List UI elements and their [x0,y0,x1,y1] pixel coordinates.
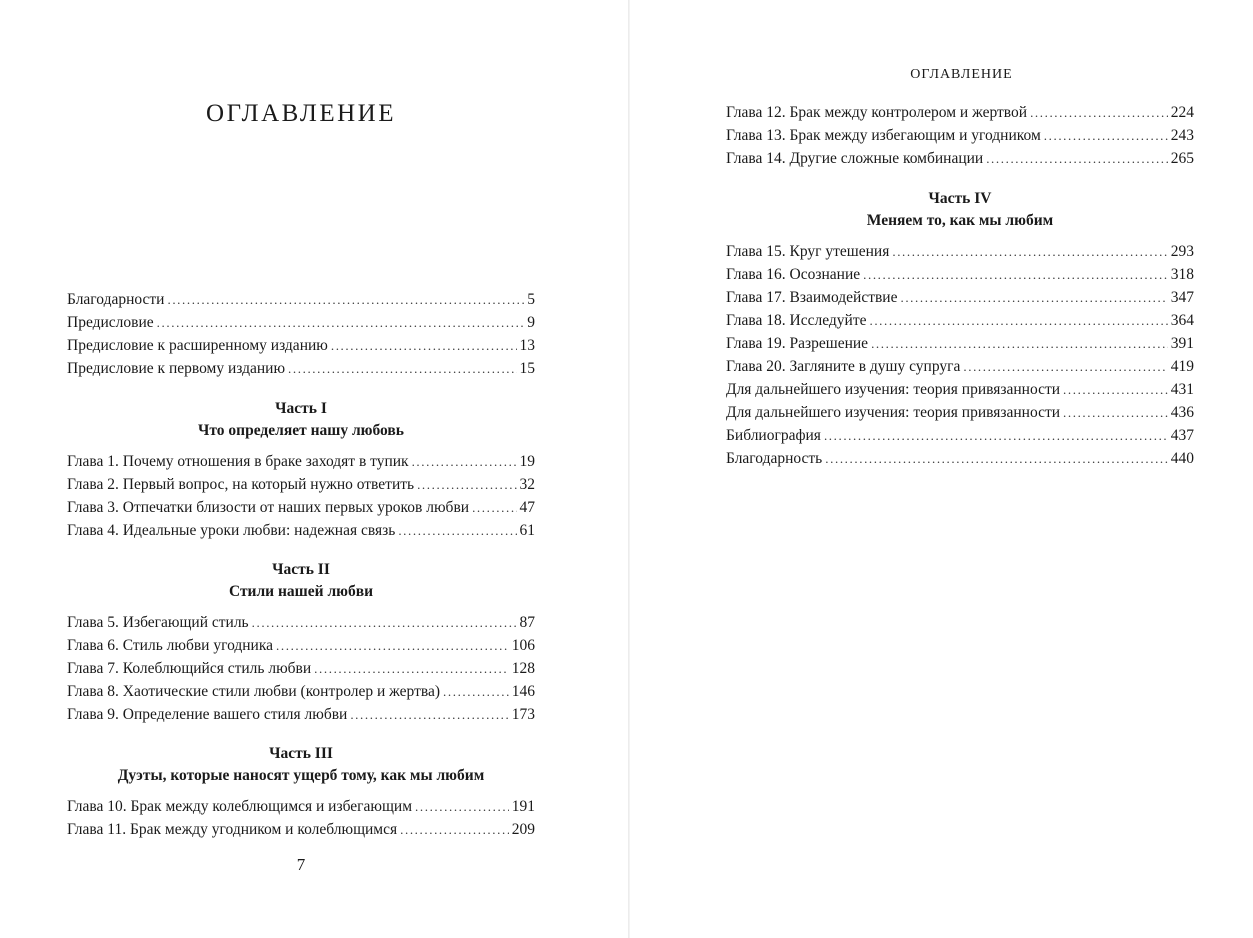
toc-part-2 [67,559,535,726]
toc-entry [67,795,535,818]
dot-leader [986,147,1168,170]
dot-leader [1063,378,1168,401]
toc-entry-page: 243 [1170,127,1194,144]
part-name: Дуэты, которые наносят ущерб тому, как мы любим [117,767,485,784]
toc-entry-title: Глава 5. Избегающий стиль [67,614,249,631]
toc-entry-title: Глава 6. Стиль любви угодника [67,637,274,654]
toc-entry-title: Глава 20. Загляните в душу супруга [726,358,961,375]
toc-entry-page: 87 [519,614,535,631]
toc-entry-title: Глава 3. Отпечатки близости от наших первых уроков любви [67,499,470,516]
toc-entry-title: Библиография [726,427,821,444]
toc-entry-page: 419 [1170,358,1194,375]
toc-entry-title: Предисловие к расширенному изданию [67,337,328,354]
dot-leader [412,450,517,473]
toc-entry [726,447,1194,470]
toc-entry-page: 19 [519,453,535,470]
toc-part-4 [726,188,1194,470]
dot-leader [350,703,508,726]
toc-entry-page: 61 [519,522,535,539]
toc-entry-page: 347 [1170,289,1194,306]
toc-entry [67,680,535,703]
toc-entry-page: 106 [511,637,535,654]
part-name: Что определяет нашу любовь [198,422,404,439]
toc-entry-page: 440 [1170,450,1194,467]
toc-entry [67,473,535,496]
toc-entry [67,634,535,657]
dot-leader [415,795,509,818]
toc-entry-title: Глава 4. Идеальные уроки любви: надежная связь [67,522,396,539]
toc-part-3 [67,743,535,841]
toc-entry-title: Предисловие [67,314,154,331]
toc-entry-title: Глава 7. Колеблющийся стиль любви [67,660,312,677]
toc-entry-page: 431 [1170,381,1194,398]
toc-front-matter [67,288,535,380]
dot-leader [900,286,1167,309]
toc-entry-page: 13 [519,337,535,354]
dot-leader [157,311,525,334]
toc-entry-title: Глава 14. Другие сложные комбинации [726,150,984,167]
toc-entry [67,611,535,634]
dot-leader [1044,124,1168,147]
dot-leader [1030,101,1168,124]
toc-entry [67,703,535,726]
page-title: ОГЛАВЛЕНИЕ [206,100,396,127]
dot-leader [398,519,516,542]
dot-leader [869,309,1167,332]
toc-entry-title: Глава 15. Круг утешения [726,243,890,260]
toc-entry-page: 364 [1170,312,1194,329]
toc-entry-page: 191 [511,798,535,815]
dot-leader [400,818,509,841]
toc-entry-title: Глава 18. Исследуйте [726,312,867,329]
toc-entry [726,424,1194,447]
toc-entry-page: 391 [1170,335,1194,352]
toc-entry-page: 318 [1170,266,1194,283]
toc-entry-page: 9 [527,314,535,331]
part-name: Меняем то, как мы любим [866,212,1054,229]
toc-entry-title: Для дальнейшего изучения: теория привязанности [726,381,1061,398]
dot-leader [863,263,1168,286]
dot-leader [825,447,1167,470]
toc-entry-title: Благодарности [67,291,165,308]
toc-entry-page: 47 [519,499,535,516]
toc-entry-title: Глава 1. Почему отношения в браке заходят в тупик [67,453,409,470]
toc-entry-title: Глава 19. Разрешение [726,335,869,352]
dot-leader [252,611,517,634]
toc-entry-title: Глава 13. Брак между избегающим и угодником [726,127,1041,144]
toc-part-3-continued [726,101,1194,170]
part-label: Часть I [275,400,327,417]
toc-entry-page: 265 [1170,150,1194,167]
dot-leader [472,496,516,519]
part-name: Стили нашей любви [228,583,374,600]
toc-entry [67,818,535,841]
toc-entry [726,286,1194,309]
toc-entry-title: Предисловие к первому изданию [67,360,286,377]
toc-entry-page: 173 [511,706,535,723]
toc-entry [67,450,535,473]
toc-entry [726,355,1194,378]
toc-entry-title: Глава 10. Брак между колеблющимся и избегающим [67,798,413,815]
toc-entry [726,101,1194,124]
toc-entry [726,263,1194,286]
toc-entry-page: 436 [1170,404,1194,421]
toc-entry-title: Глава 8. Хаотические стили любви (контролер и жертва) [67,683,441,700]
toc-entry-title: Глава 9. Определение вашего стиля любви [67,706,348,723]
toc-entry-title: Глава 11. Брак между угодником и колеблющимся [67,821,398,838]
toc-entry [67,496,535,519]
part-label: Часть II [272,561,330,578]
toc-entry-title: Глава 12. Брак между контролером и жертвой [726,104,1028,121]
toc-entry-title: Глава 16. Осознание [726,266,861,283]
toc-entry-title: Глава 2. Первый вопрос, на который нужно ответить [67,476,415,493]
dot-leader [417,473,516,496]
toc-entry-page: 224 [1170,104,1194,121]
toc-entry-title: Благодарность [726,450,823,467]
dot-leader [276,634,509,657]
toc-entry [726,332,1194,355]
toc-entry [67,519,535,542]
dot-leader [288,357,516,380]
part-label: Часть III [269,745,333,762]
toc-entry [67,657,535,680]
toc-entry [726,309,1194,332]
toc-entry [726,240,1194,263]
toc-entry-page: 15 [519,360,535,377]
dot-leader [871,332,1168,355]
toc-entry [726,378,1194,401]
toc-entry-page: 437 [1170,427,1194,444]
toc-entry-page: 146 [511,683,535,700]
part-label: Часть IV [928,190,992,207]
dot-leader [963,355,1167,378]
toc-entry-page: 209 [511,821,535,838]
dot-leader [331,334,517,357]
toc-entry-page: 32 [519,476,535,493]
toc-entry [726,124,1194,147]
toc-entry [67,288,535,311]
toc-part-1 [67,398,535,542]
page-number: 7 [296,855,306,874]
dot-leader [824,424,1168,447]
toc-entry [67,334,535,357]
dot-leader [314,657,509,680]
toc-entry-page: 293 [1170,243,1194,260]
dot-leader [443,680,509,703]
toc-entry [67,357,535,380]
running-head: ОГЛАВЛЕНИЕ [910,67,1013,82]
toc-entry [67,311,535,334]
dot-leader [167,288,524,311]
dot-leader [892,240,1167,263]
toc-entry [726,147,1194,170]
toc-entry [726,401,1194,424]
toc-entry-title: Глава 17. Взаимодействие [726,289,898,306]
toc-entry-title: Для дальнейшего изучения: теория привязанности [726,404,1061,421]
toc-entry-page: 5 [527,291,535,308]
dot-leader [1063,401,1168,424]
toc-entry-page: 128 [511,660,535,677]
